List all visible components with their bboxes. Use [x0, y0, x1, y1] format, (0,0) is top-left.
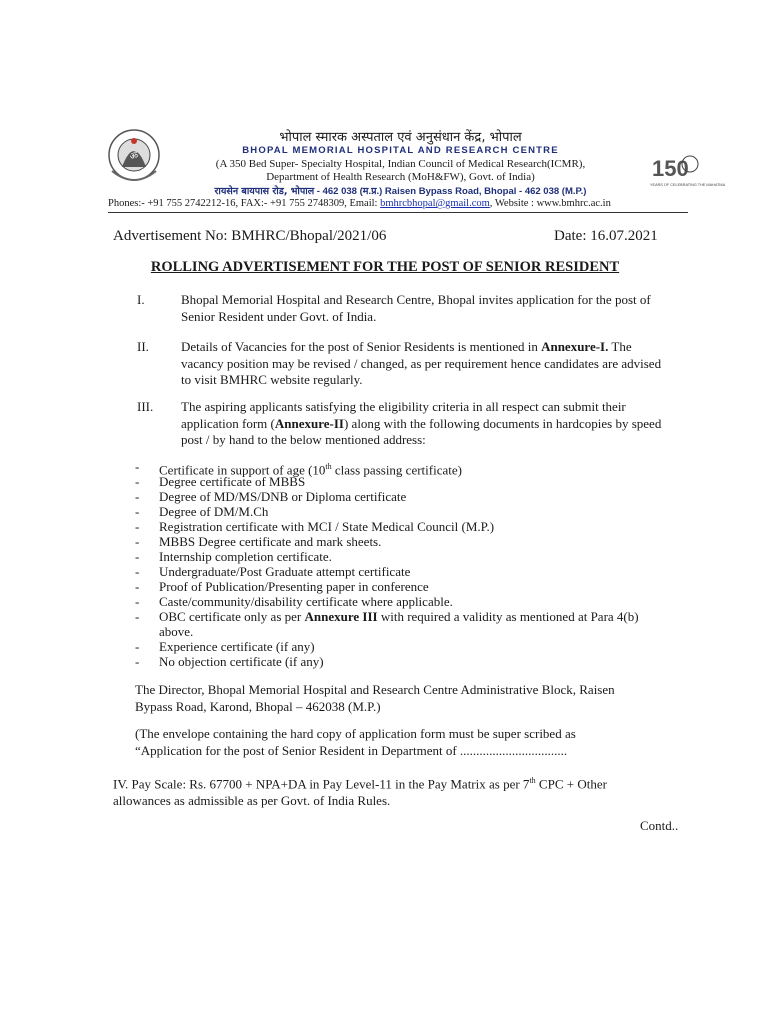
- doc-11-text-b: with required a validity as mentioned at Para 4(b): [377, 609, 639, 624]
- list-item-text: Degree of DM/M.Ch: [159, 504, 269, 519]
- list-item: [135, 504, 269, 519]
- advertisement-date: Date: 16.07.2021: [554, 228, 658, 244]
- bullet-dash: -: [135, 489, 140, 504]
- para-2-text: [181, 339, 671, 389]
- pay-text-b: CPC + Other: [535, 776, 607, 792]
- list-item-text: Degree of MD/MS/DNB or Diploma certificate: [159, 489, 407, 504]
- para-2-bold: Annexure-I.: [541, 339, 609, 354]
- bullet-dash: -: [135, 564, 140, 579]
- header-divider: [108, 212, 688, 213]
- list-item-text: Internship completion certificate.: [159, 549, 332, 564]
- svg-text:ॐ: ॐ: [129, 152, 139, 162]
- list-item: [135, 594, 453, 609]
- bullet-dash: -: [135, 534, 140, 549]
- para-3-text-a: The aspiring applicants satisfying the eligibility criteria in all respect can submit their application form (: [181, 399, 626, 431]
- list-item: [135, 609, 639, 624]
- svg-text:150: 150: [652, 156, 689, 181]
- para-3-bold: Annexure-II: [274, 415, 344, 431]
- envelope-line-2: “Application for the post of Senior Resident in Department of .................................: [135, 742, 568, 758]
- para-2-text-b: The vacancy position may be revised / changed, as per requirement hence candidates are advised to visit BMHRC website regularly.: [181, 339, 662, 387]
- contd-label: Contd..: [640, 818, 679, 833]
- list-item: [135, 564, 411, 579]
- advertisement-number: Advertisement No: BMHRC/Bhopal/2021/06: [113, 228, 387, 244]
- pay-scale: [113, 772, 683, 809]
- bullet-dash: -: [135, 504, 140, 519]
- para-3-text: [181, 399, 671, 449]
- bullet-dash: -: [135, 474, 140, 489]
- list-item: [135, 534, 382, 549]
- subtitle-line-1: (A 350 Bed Super- Specialty Hospital, Indian Council of Medical Research(ICMR),: [215, 158, 586, 170]
- pay-text-a: IV. Pay Scale: Rs. 67700 + NPA+DA in Pay Level-11 in the Pay Matrix as per 7: [113, 776, 530, 792]
- list-item-text: Proof of Publication/Presenting paper in conference: [159, 579, 429, 594]
- envelope-line-1: (The envelope containing the hard copy of application form must be super scribed as: [135, 726, 576, 741]
- address-line-1: The Director, Bhopal Memorial Hospital and Research Centre Administrative Block, Raisen: [135, 682, 615, 697]
- pay-scale-line-1: [113, 772, 683, 792]
- address-line: [115, 184, 686, 197]
- list-item-text: Degree certificate of MBBS: [159, 474, 306, 489]
- english-title: BHOPAL MEMORIAL HOSPITAL AND RESEARCH CENTRE: [242, 145, 559, 156]
- doc-11-text-a: OBC certificate only as per: [159, 609, 305, 624]
- address-english: - 462 038 (म.प्र.) Raisen Bypass Road, Bhopal - 462 038 (M.P.): [314, 186, 587, 197]
- list-item-text: Registration certificate with MCI / State Medical Council (M.P.): [159, 519, 495, 534]
- svg-text:YEARS OF CELEBRATING THE MAHAT: YEARS OF CELEBRATING THE MAHATMA: [650, 183, 726, 187]
- list-item: [135, 654, 324, 669]
- bullet-dash: -: [135, 459, 140, 474]
- contact-line: [108, 198, 611, 209]
- list-item-continuation: [135, 624, 194, 639]
- hindi-title: भोपाल स्मारक अस्पताल एवं अनुसंधान केंद्र, भोपाल: [279, 130, 522, 145]
- para-2-number: II.: [137, 339, 149, 354]
- list-item-text: MBBS Degree certificate and mark sheets.: [159, 534, 382, 549]
- list-item-text: above.: [159, 624, 194, 639]
- subtitle-line-2: Department of Health Research (MoH&FW), Govt. of India): [266, 171, 535, 183]
- list-item: [135, 639, 315, 654]
- para-1-text: Bhopal Memorial Hospital and Research Centre, Bhopal invites application for the post of Senior Resident under Govt. of India.: [181, 292, 651, 324]
- address-line-2: Bypass Road, Karond, Bhopal – 462038 (M.P.): [135, 698, 381, 714]
- envelope-instruction: [135, 726, 675, 759]
- list-item-text: No objection certificate (if any): [159, 654, 324, 669]
- list-item: [135, 549, 332, 564]
- phones-text: Phones:- +91 755 2742212-16, FAX:- +91 755 2748309, Email:: [108, 198, 381, 209]
- list-item: [135, 474, 306, 489]
- para-2-text-a: Details of Vacancies for the post of Senior Residents is mentioned in: [181, 339, 542, 354]
- doc-1-text-a: Certificate in support of age (10: [159, 462, 326, 478]
- page-title: ROLLING ADVERTISEMENT FOR THE POST OF SENIOR RESIDENT: [150, 259, 620, 275]
- email-link[interactable]: bmhrcbhopal@gmail.com: [380, 198, 490, 209]
- doc-1-sup: th: [325, 462, 332, 471]
- list-item: [135, 459, 462, 478]
- bullet-dash: -: [135, 609, 140, 624]
- para-3-number: III.: [137, 399, 154, 414]
- website-text: , Website : www.bmhrc.ac.in: [489, 198, 611, 209]
- list-item-text: [159, 609, 639, 624]
- bullet-dash: -: [135, 579, 140, 594]
- bullet-dash: -: [135, 549, 140, 564]
- pay-sup: th: [529, 776, 536, 785]
- list-item-text: Caste/community/disability certificate where applicable.: [159, 594, 453, 609]
- list-item-text: Experience certificate (if any): [159, 639, 315, 654]
- doc-1-text-b: class passing certificate): [331, 462, 462, 478]
- pay-scale-line-2: allowances as admissible as per Govt. of India Rules.: [113, 793, 391, 809]
- director-address: [135, 682, 675, 715]
- bullet-dash: -: [135, 654, 140, 669]
- bullet-dash: -: [135, 639, 140, 654]
- para-3-text-b: ) along with the following documents in hardcopies by speed post / by hand to the below mentioned address:: [181, 415, 662, 447]
- bullet-dash: -: [135, 594, 140, 609]
- list-item-text: Undergraduate/Post Graduate attempt certificate: [159, 564, 411, 579]
- doc-11-bold: Annexure III: [304, 609, 378, 624]
- list-item: [135, 489, 407, 504]
- bullet-dash: -: [135, 519, 140, 534]
- list-item: [135, 579, 429, 594]
- address-hindi: रायसेन बायपास रोड, भोपाल: [214, 186, 315, 197]
- list-item: [135, 519, 495, 534]
- para-1-number: I.: [137, 292, 145, 307]
